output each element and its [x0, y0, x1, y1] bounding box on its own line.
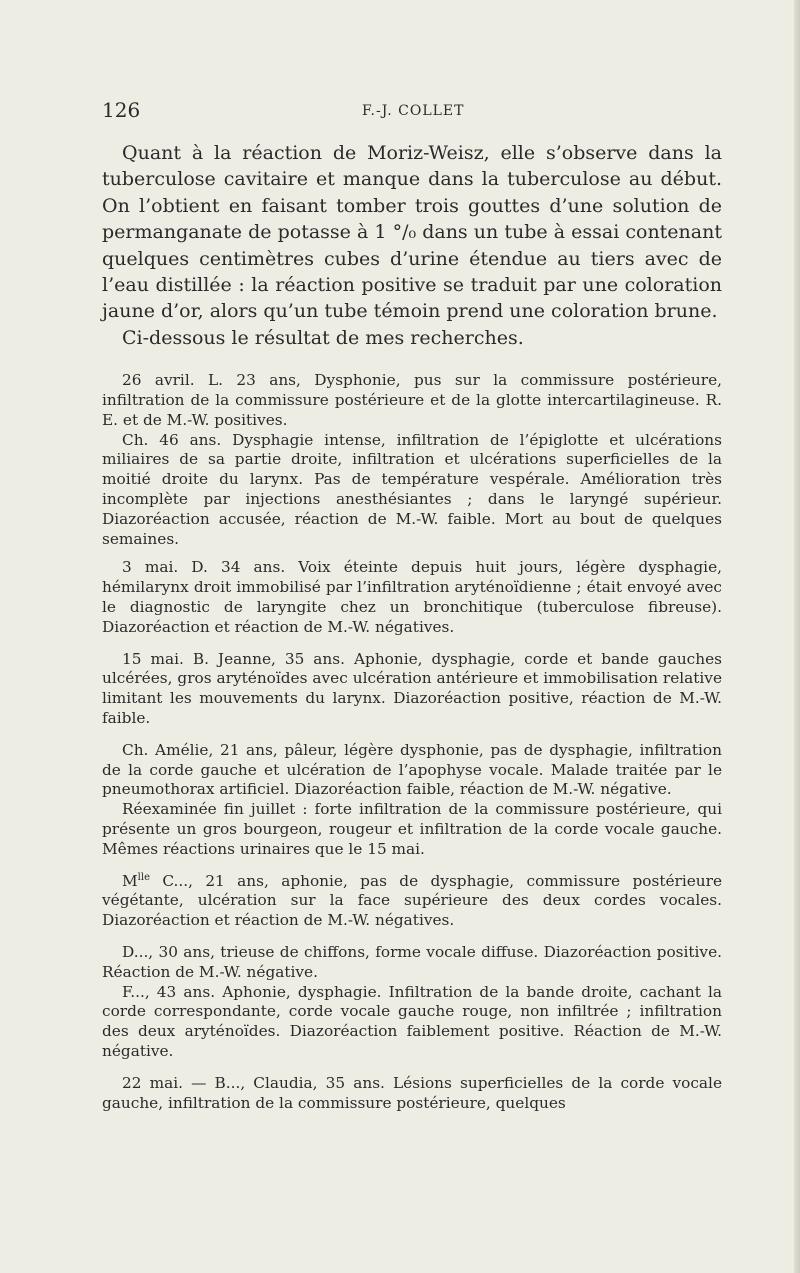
page-edge — [794, 0, 800, 1273]
case-entry: 15 mai. B. Jeanne, 35 ans. Aphonie, dysphagie, corde et bande gauches ulcérées, gros aryténoïdes avec ulcération antérieure et immobilisation relative limitant les mouvements du larynx. Diazoréaction positive, réaction de M.-W. faible. — [102, 649, 722, 727]
case-list — [102, 371, 722, 1113]
case-entry: Réexaminée fin juillet : forte infiltration de la commissure postérieure, qui présente un gros bourgeon, rougeur et infiltration de la corde vocale gauche. Mêmes réactions urinaires que le 15 mai. — [102, 800, 722, 858]
intro-paragraph: Ci-dessous le résultat de mes recherches. — [122, 326, 524, 349]
case-entry: 3 mai. D. 34 ans. Voix éteinte depuis huit jours, légère dysphagie, hémilarynx droit immobilisé par l’infiltration aryténoïdienne ; était envoyé avec le diagnostic de laryngite chez un bronchitique (tuberculose fibreuse). Diazoréaction et réaction de M.-W. négatives. — [102, 558, 722, 636]
case-entry: F..., 43 ans. Aphonie, dysphagie. Infiltration de la bande droite, cachant la corde correspondante, corde vocale gauche rouge, non infiltrée ; infiltration des deux aryténoïdes. Diazoréaction faiblement positive. Réaction de M.-W. négative. — [102, 982, 722, 1060]
case-entry: D..., 30 ans, trieuse de chiffons, forme vocale diffuse. Diazoréaction positive. Réaction de M.-W. négative. — [102, 942, 722, 981]
intro-text — [102, 140, 722, 1113]
page-header — [102, 98, 702, 128]
case-entry: Ch. 46 ans. Dysphagie intense, infiltration de l’épiglotte et ulcérations miliaires de sa partie droite, infiltration et ulcérations superficielles de la moitié droite du larynx. Pas de température vespérale. Amélioration très incomplète par injections anesthésiantes ; dans le laryngé supérieur. Diazoréaction accusée, réaction de M.-W. faible. Mort au bout de quelques semaines. — [102, 430, 722, 548]
page-number: 126 — [102, 98, 141, 122]
case-entry: Ch. Amélie, 21 ans, pâleur, légère dysphonie, pas de dysphagie, infiltration de la corde gauche et ulcération de l’apophyse vocale. Malade traitée par le pneumothorax artificiel. Diazoréaction faible, réaction de M.-W. négative. — [102, 740, 722, 799]
intro-paragraph: Quant à la réaction de Moriz-Weisz, elle s’observe dans la tuberculose cavitaire et manque dans la tuberculose au début. On l’obtient en faisant tomber trois gouttes d’une solution de permanganate de potasse à 1 °/₀ dans un tube à essai contenant quelques centimètres cubes d’urine étendue au tiers avec de l’eau distillée : la réaction positive se traduit par une coloration jaune d’or, alors qu’un tube témoin prend une coloration brune. — [102, 142, 722, 323]
case-entry: 26 avril. L. 23 ans, Dysphonie, pus sur la commissure postérieure, infiltration de la commissure postérieure et de la glotte intercartilagineuse. R. E. et de M.-W. positives. — [102, 371, 722, 429]
case-entry: $M^{lle}$ C..., 21 ans, aphonie, pas de dysphagie, commissure postérieure végétante, ulcération sur la face supérieure des deux cordes vocales. Diazoréaction et réaction de M.-W. négatives. — [102, 871, 722, 930]
case-entry: 22 mai. — B..., Claudia, 35 ans. Lésions superficielles de la corde vocale gauche, infiltration de la commissure postérieure, quelques — [102, 1073, 722, 1112]
running-head: F.-J. COLLET — [362, 103, 465, 119]
